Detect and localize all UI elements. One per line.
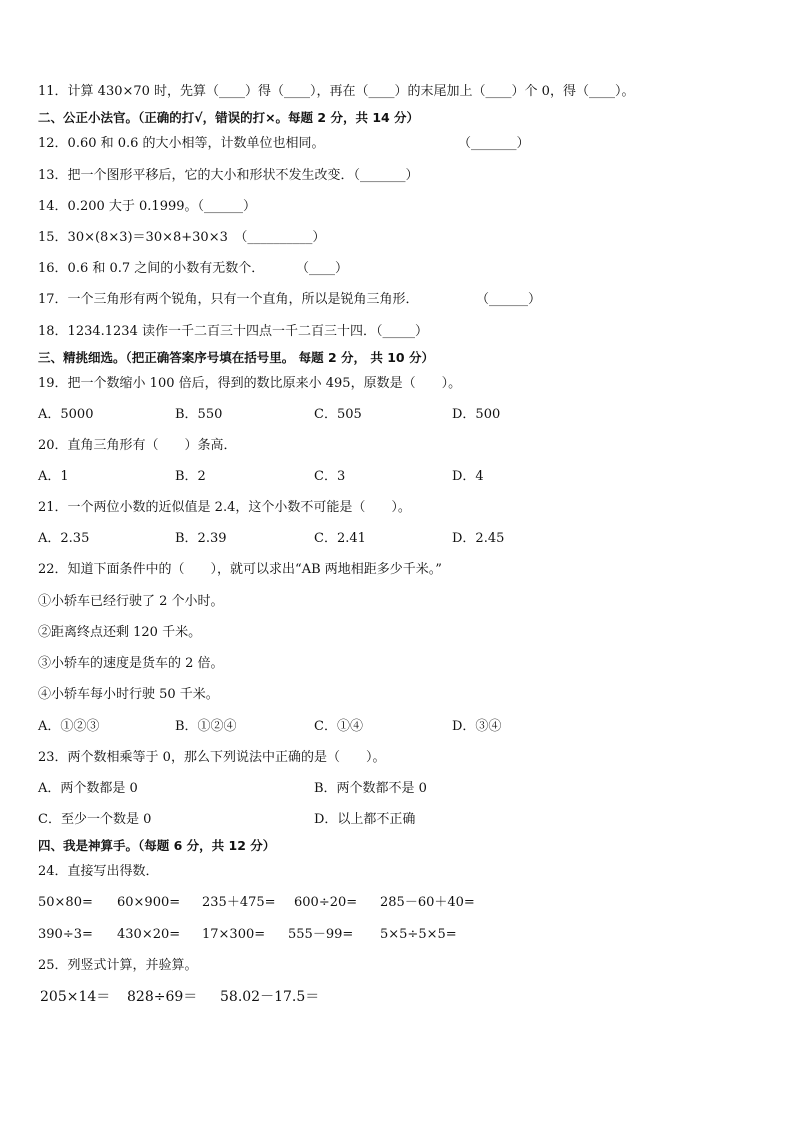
q24-expr-1-5: 285－60＋40= (380, 895, 475, 910)
question-19: 19．把一个数缩小 100 倍后，得到的数比原来小 495，原数是（ ）。 (38, 376, 462, 391)
q24-expr-1-1: 50×80= (38, 895, 93, 910)
section-4-heading: 四、我是神算手。（每题 6 分，共 12 分） (38, 838, 276, 853)
q21-option-d[interactable]: D．2.45 (452, 531, 505, 546)
q19-option-a[interactable]: A．5000 (38, 407, 94, 422)
q24-expr-2-4: 555－99= (288, 927, 354, 942)
q22-option-a[interactable]: A．①②③ (38, 719, 100, 734)
question-15: 15．30×(8×3)＝30×8+30×3 （__________） (38, 230, 326, 245)
q21-option-b[interactable]: B．2.39 (175, 531, 227, 546)
q22-condition-4: ④小轿车每小时行驶 50 千米。 (38, 687, 219, 702)
section-2-heading: 二、公正小法官。（正确的打√，错误的打×。每题 2 分，共 14 分） (38, 110, 420, 125)
q20-option-c[interactable]: C．3 (314, 469, 346, 484)
section-3-heading: 三、精挑细选。（把正确答案序号填在括号里。 每题 2 分， 共 10 分） (38, 350, 434, 365)
question-22: 22．知道下面条件中的（ ），就可以求出“AB 两地相距多少千米。” (38, 562, 442, 577)
q24-expr-2-1: 390÷3= (38, 927, 93, 942)
q22-condition-2: ②距离终点还剩 120 千米。 (38, 625, 202, 640)
q19-option-d[interactable]: D．500 (452, 407, 501, 422)
question-17: 17．一个三角形有两个锐角，只有一个直角，所以是锐角三角形． (38, 292, 419, 307)
question-12-blank[interactable]: （_______） (458, 136, 530, 151)
question-12: 12．0.60 和 0.6 的大小相等，计数单位也相同。 (38, 136, 325, 151)
question-20: 20．直角三角形有（ ）条高． (38, 438, 237, 453)
q20-option-d[interactable]: D．4 (452, 469, 484, 484)
question-17-blank[interactable]: （______） (476, 292, 542, 307)
q24-expr-2-2: 430×20= (117, 927, 181, 942)
q21-option-a[interactable]: A．2.35 (38, 531, 90, 546)
q19-option-b[interactable]: B．550 (175, 407, 223, 422)
q24-expr-1-4: 600÷20= (294, 895, 358, 910)
question-16-blank[interactable]: （____） (296, 261, 349, 276)
q22-option-d[interactable]: D．③④ (452, 719, 502, 734)
q24-expr-2-3: 17×300= (202, 927, 266, 942)
q20-option-a[interactable]: A．1 (38, 469, 69, 484)
q25-expr-2: 828÷69＝ (127, 989, 198, 1005)
question-24: 24．直接写出得数． (38, 864, 159, 879)
q22-condition-1: ①小轿车已经行驶了 2 个小时。 (38, 594, 224, 609)
q22-condition-3: ③小轿车的速度是货车的 2 倍。 (38, 656, 224, 671)
q25-expr-3: 58.02－17.5＝ (220, 989, 320, 1005)
q21-option-c[interactable]: C．2.41 (314, 531, 366, 546)
question-16: 16．0.6 和 0.7 之间的小数有无数个． (38, 261, 265, 276)
question-11: 11．计算 430×70 时，先算（____）得（____），再在（____）的末尾加上（____）个 0，得（____）。 (38, 84, 635, 99)
q19-option-c[interactable]: C．505 (314, 407, 362, 422)
q24-expr-1-3: 235＋475= (202, 895, 276, 910)
q22-option-c[interactable]: C．①④ (314, 719, 363, 734)
q24-expr-1-2: 60×900= (117, 895, 181, 910)
question-23: 23．两个数相乘等于 0，那么下列说法中正确的是（ ）。 (38, 750, 386, 765)
q25-expr-1: 205×14＝ (40, 989, 111, 1005)
question-25: 25．列竖式计算，并验算。 (38, 958, 198, 973)
q23-option-b[interactable]: B．两个数都不是 0 (314, 781, 427, 796)
question-21: 21．一个两位小数的近似值是 2.4，这个小数不可能是（ ）。 (38, 500, 411, 515)
q20-option-b[interactable]: B．2 (175, 469, 206, 484)
question-13: 13．把一个图形平移后，它的大小和形状不发生改变．（_______） (38, 168, 419, 183)
question-14: 14．0.200 大于 0.1999。（______） (38, 199, 257, 214)
q23-option-a[interactable]: A．两个数都是 0 (38, 781, 138, 796)
q24-expr-2-5: 5×5÷5×5= (380, 927, 457, 942)
q23-option-d[interactable]: D．以上都不正确 (314, 812, 416, 827)
q23-option-c[interactable]: C．至少一个数是 0 (38, 812, 152, 827)
question-18: 18．1234.1234 读作一千二百三十四点一千二百三十四．（_____） (38, 324, 428, 339)
q22-option-b[interactable]: B．①②④ (175, 719, 237, 734)
